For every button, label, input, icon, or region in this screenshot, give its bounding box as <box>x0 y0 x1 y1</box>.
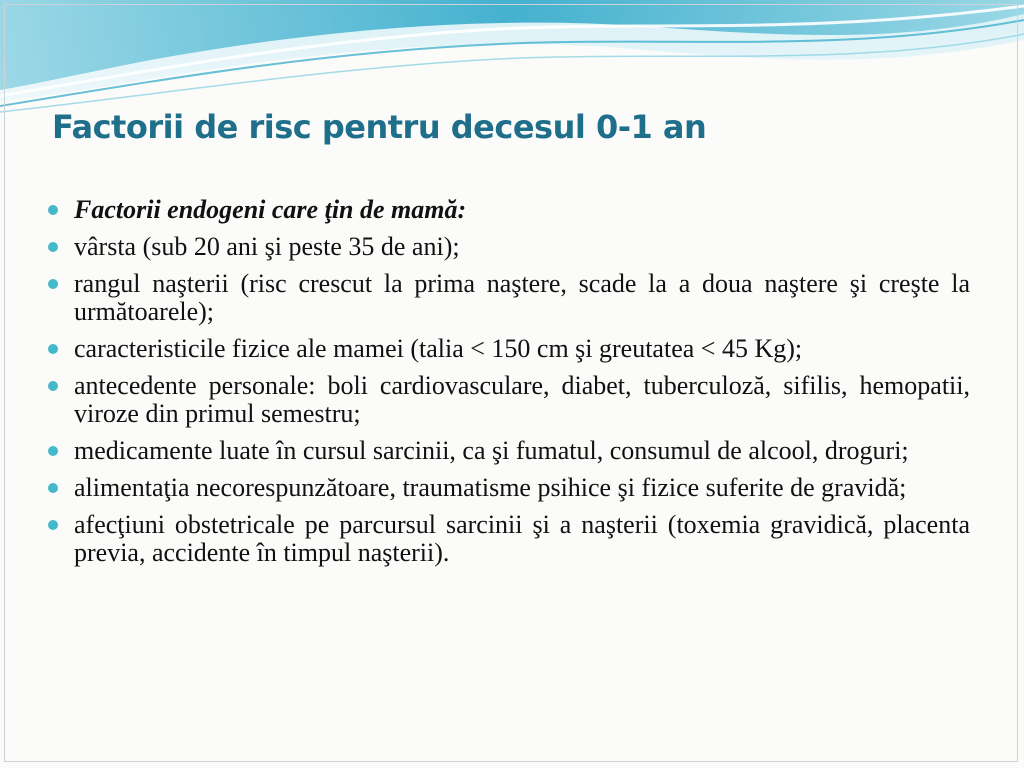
bullet-text: alimentaţia necorespunzătoare, traumatisme psihice şi fizice suferite de gravidă; <box>74 473 907 502</box>
bullet-icon <box>48 279 58 289</box>
bullet-icon <box>48 446 58 456</box>
bullet-icon <box>48 381 58 391</box>
list-item <box>44 233 970 261</box>
bullet-text: antecedente personale: boli cardiovasculare, diabet, tuberculoză, sifilis, hemopatii, viroze din primul semestru; <box>74 371 970 428</box>
bullet-text: caracteristicile fizice ale mamei (talia < 150 cm şi greutatea < 45 Kg); <box>74 334 803 363</box>
bullet-icon <box>48 344 58 354</box>
bullet-text: rangul naşterii (risc crescut la prima naştere, scade la a doua naştere şi creşte la următoarele); <box>74 269 970 326</box>
bullet-icon <box>48 242 58 252</box>
bullet-list <box>44 196 970 576</box>
bullet-icon <box>48 483 58 493</box>
bullet-icon <box>48 520 58 530</box>
bullet-text: afecţiuni obstetricale pe parcursul sarcinii şi a naşterii (toxemia gravidică, placenta previa, accidente în timpul naşterii). <box>74 510 970 567</box>
bullet-text: medicamente luate în cursul sarcinii, ca şi fumatul, consumul de alcool, droguri; <box>74 436 909 465</box>
bullet-text: vârsta (sub 20 ani şi peste 35 de ani); <box>74 232 460 261</box>
list-item <box>44 270 970 326</box>
list-item <box>44 335 970 363</box>
list-item <box>44 372 970 428</box>
bullet-text: Factorii endogeni care ţin de mamă: <box>74 195 467 224</box>
header-wave-decoration <box>0 0 1024 120</box>
bullet-icon <box>48 205 58 215</box>
list-item <box>44 437 970 465</box>
list-item <box>44 196 970 224</box>
slide-title: Factorii de risc pentru decesul 0-1 an <box>52 108 707 146</box>
list-item <box>44 511 970 567</box>
list-item <box>44 474 970 502</box>
